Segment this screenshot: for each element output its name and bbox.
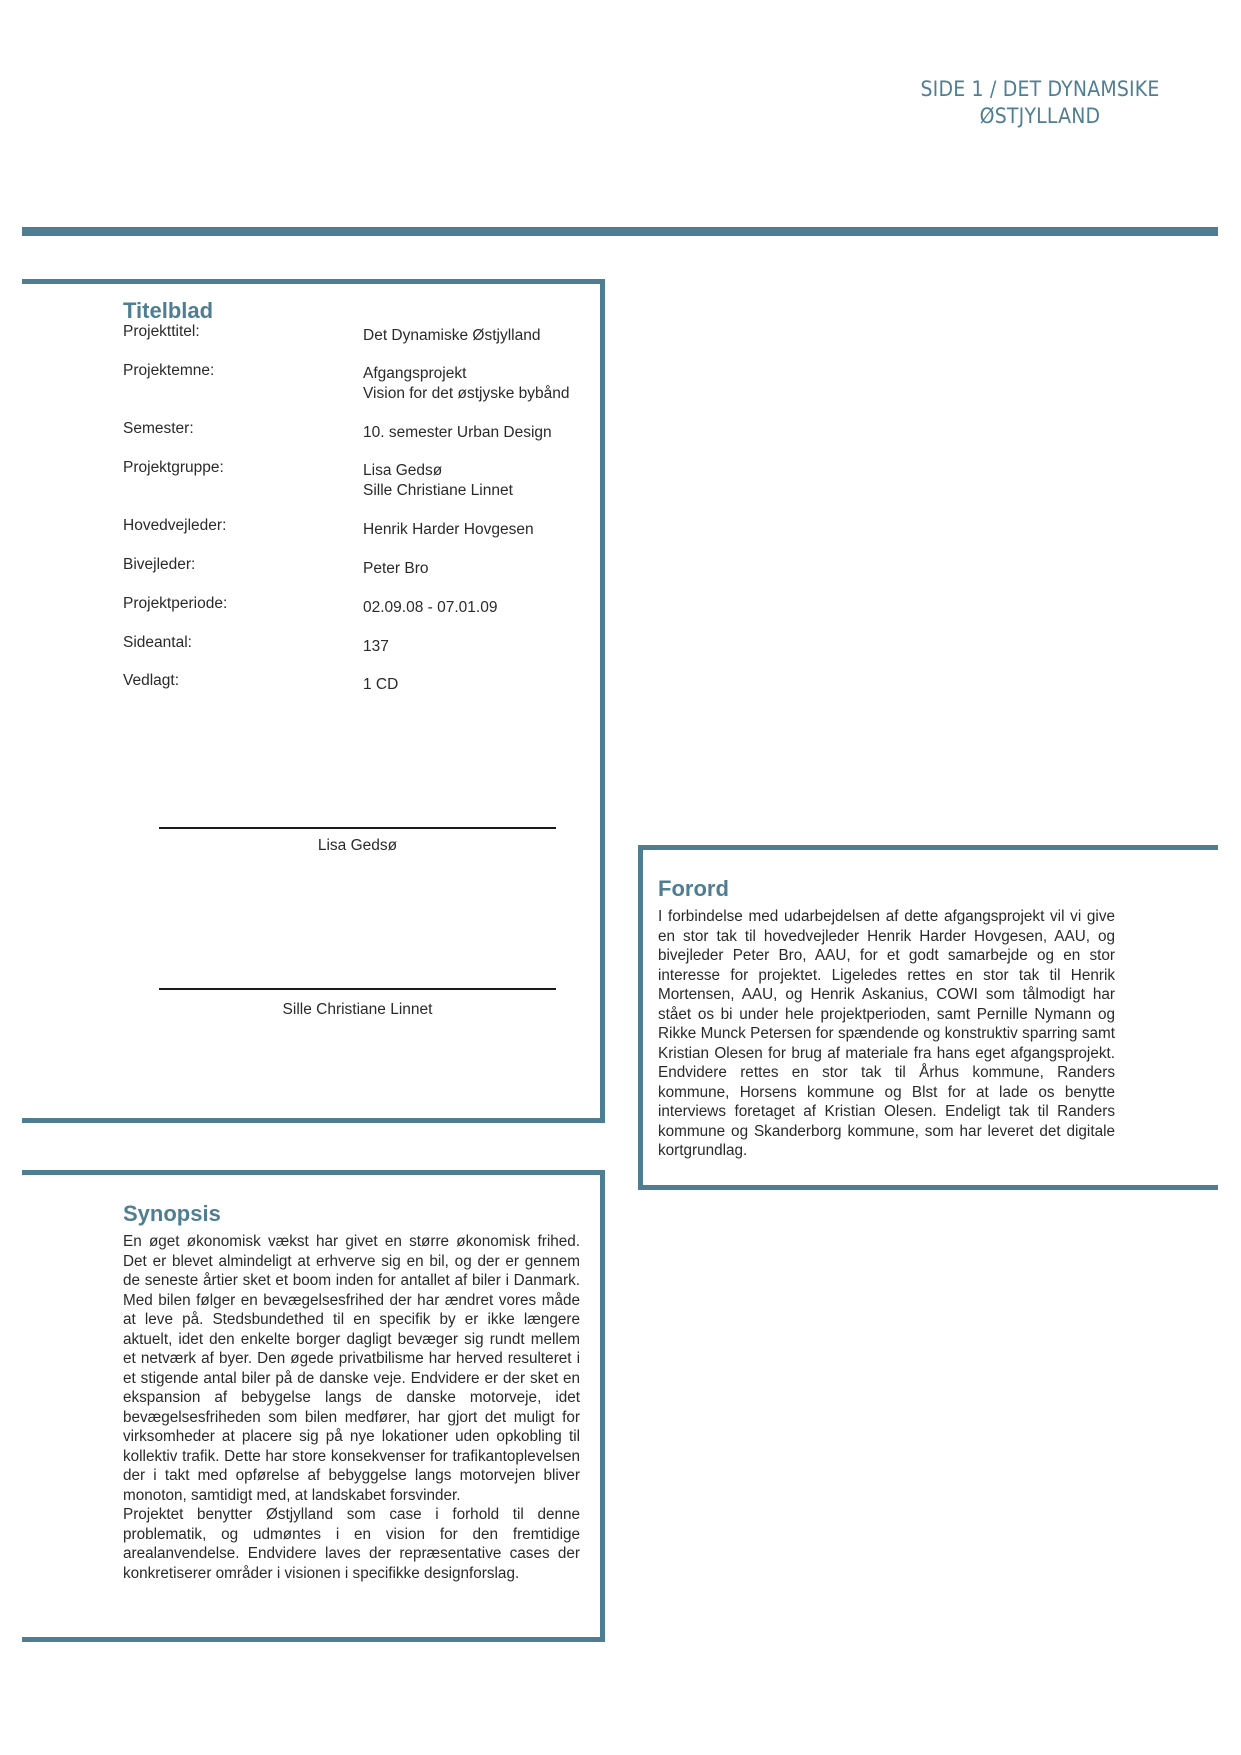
value-line: Afgangsprojekt (363, 365, 467, 382)
row-value-projektgruppe (363, 461, 513, 501)
signature-line-1 (159, 827, 556, 829)
signature-name-1: Lisa Gedsø (317, 837, 398, 854)
value-line: 10. semester Urban Design (363, 424, 552, 441)
row-label-projekttitel: Projekttitel: (123, 323, 200, 340)
row-value-projekttitel (363, 326, 540, 346)
value-line: Henrik Harder Hovgesen (363, 521, 534, 538)
signature-line-2 (159, 988, 556, 990)
value-line: Peter Bro (363, 560, 429, 577)
value-line: 137 (363, 638, 389, 655)
row-value-bivejleder (363, 559, 428, 579)
row-value-vedlagt (363, 675, 398, 695)
synopsis-panel (22, 1170, 605, 1642)
header-line-1: SIDE 1 / DET DYNAMSIKE (920, 77, 1160, 101)
row-value-sideantal (363, 637, 389, 657)
row-label-semester: Semester: (123, 420, 194, 437)
value-line: 1 CD (363, 676, 399, 693)
value-line: Sille Christiane Linnet (363, 482, 513, 499)
synopsis-paragraph-1: En øget økonomisk vækst har givet en større økonomisk frihed. Det er blevet almindeligt at erhverve sig en bil, og der er gennem de seneste årtier sket et boom inden for antallet af biler i Danmark. Med bilen følger en bevægelsesfrihed der har ændret vores måde at leve på. Stedsbundethed til en speciﬁk by er ikke længere aktuelt, idet den enkelte borger dagligt bevæger sig rundt mellem et netværk af byer. Den øgede privatbilisme har herved resulteret i et stigende antal biler på de danske veje. Endvidere er der sket en ekspansion af bebygelse langs de danske motorveje, idet bevægelsesfriheden som bilen medfører, har gjort det muligt for virksomheder at placere sig på nye lokationer uden opkobling til kollektiv traﬁk. Dette har store konsekvenser for traﬁkantoplevelsen der i takt med opførelse af bebyggelse langs motorvejen bliver monoton, samtidigt med, at landskabet forsvinder. (123, 1233, 580, 1504)
row-value-projektemne (363, 364, 570, 404)
titelblad-heading: Titelblad (123, 298, 214, 323)
row-value-semester (363, 423, 552, 443)
row-value-hovedvejleder (363, 520, 534, 540)
forord-panel (638, 845, 1218, 1190)
forord-heading: Forord (658, 876, 729, 901)
row-label-vedlagt: Vedlagt: (123, 672, 180, 689)
header-line-2: ØSTJYLLAND (979, 104, 1101, 128)
synopsis-heading: Synopsis (123, 1201, 221, 1226)
value-line: Vision for det østjyske bybånd (363, 385, 570, 402)
header-divider (22, 227, 1218, 236)
page-header (900, 76, 1180, 130)
value-line: Det Dynamiske Østjylland (363, 327, 541, 344)
forord-text: I forbindelse med udarbejdelsen af dette afgangsprojekt vil vi give en stor tak til hovedvejleder Henrik Harder Hovgesen, AAU, og bivejleder Peter Bro, AAU, for et godt samarbejde og en stor interesse for projektet. Ligeledes rettes en stor tak til Henrik Mortensen, AAU, og Henrik Askanius, COWI som tålmodigt har stået os bi under hele projektperioden, samt Pernille Nymann og Rikke Munck Petersen for spændende og konstruktiv sparring samt Kristian Olesen for brug af materiale fra hans eget afgangsprojekt. Endvidere rettes en stor tak til Århus kommune, Randers kommune, Horsens kommune og Blst for at lade os benytte interviews foretaget af Kristian Olesen. Endeligt tak til Randers kommune og Skanderborg kommune, som har leveret det digitale kortgrundlag. (658, 908, 1115, 1159)
synopsis-text (123, 1232, 580, 1583)
value-line: 02.09.08 - 07.01.09 (363, 599, 498, 616)
titelblad-panel (22, 279, 605, 1123)
signature-name-2: Sille Christiane Linnet (282, 1001, 433, 1018)
row-value-projektperiode (363, 598, 497, 618)
value-line: Lisa Gedsø (363, 462, 443, 479)
row-label-sideantal: Sideantal: (123, 634, 192, 651)
row-label-bivejleder: Bivejleder: (123, 556, 196, 573)
row-label-projektemne: Projektemne: (123, 362, 215, 379)
row-label-projektperiode: Projektperiode: (123, 595, 228, 612)
row-label-projektgruppe: Projektgruppe: (123, 459, 224, 476)
synopsis-paragraph-2: Projektet benytter Østjylland som case i forhold til denne problematik, og udmøntes i en vision for den fremtidige arealanvendelse. Endvidere laves der repræsentative cases der konkretiserer områder i visionen i speciﬁkke designforslag. (123, 1506, 580, 1582)
row-label-hovedvejleder: Hovedvejleder: (123, 517, 227, 534)
